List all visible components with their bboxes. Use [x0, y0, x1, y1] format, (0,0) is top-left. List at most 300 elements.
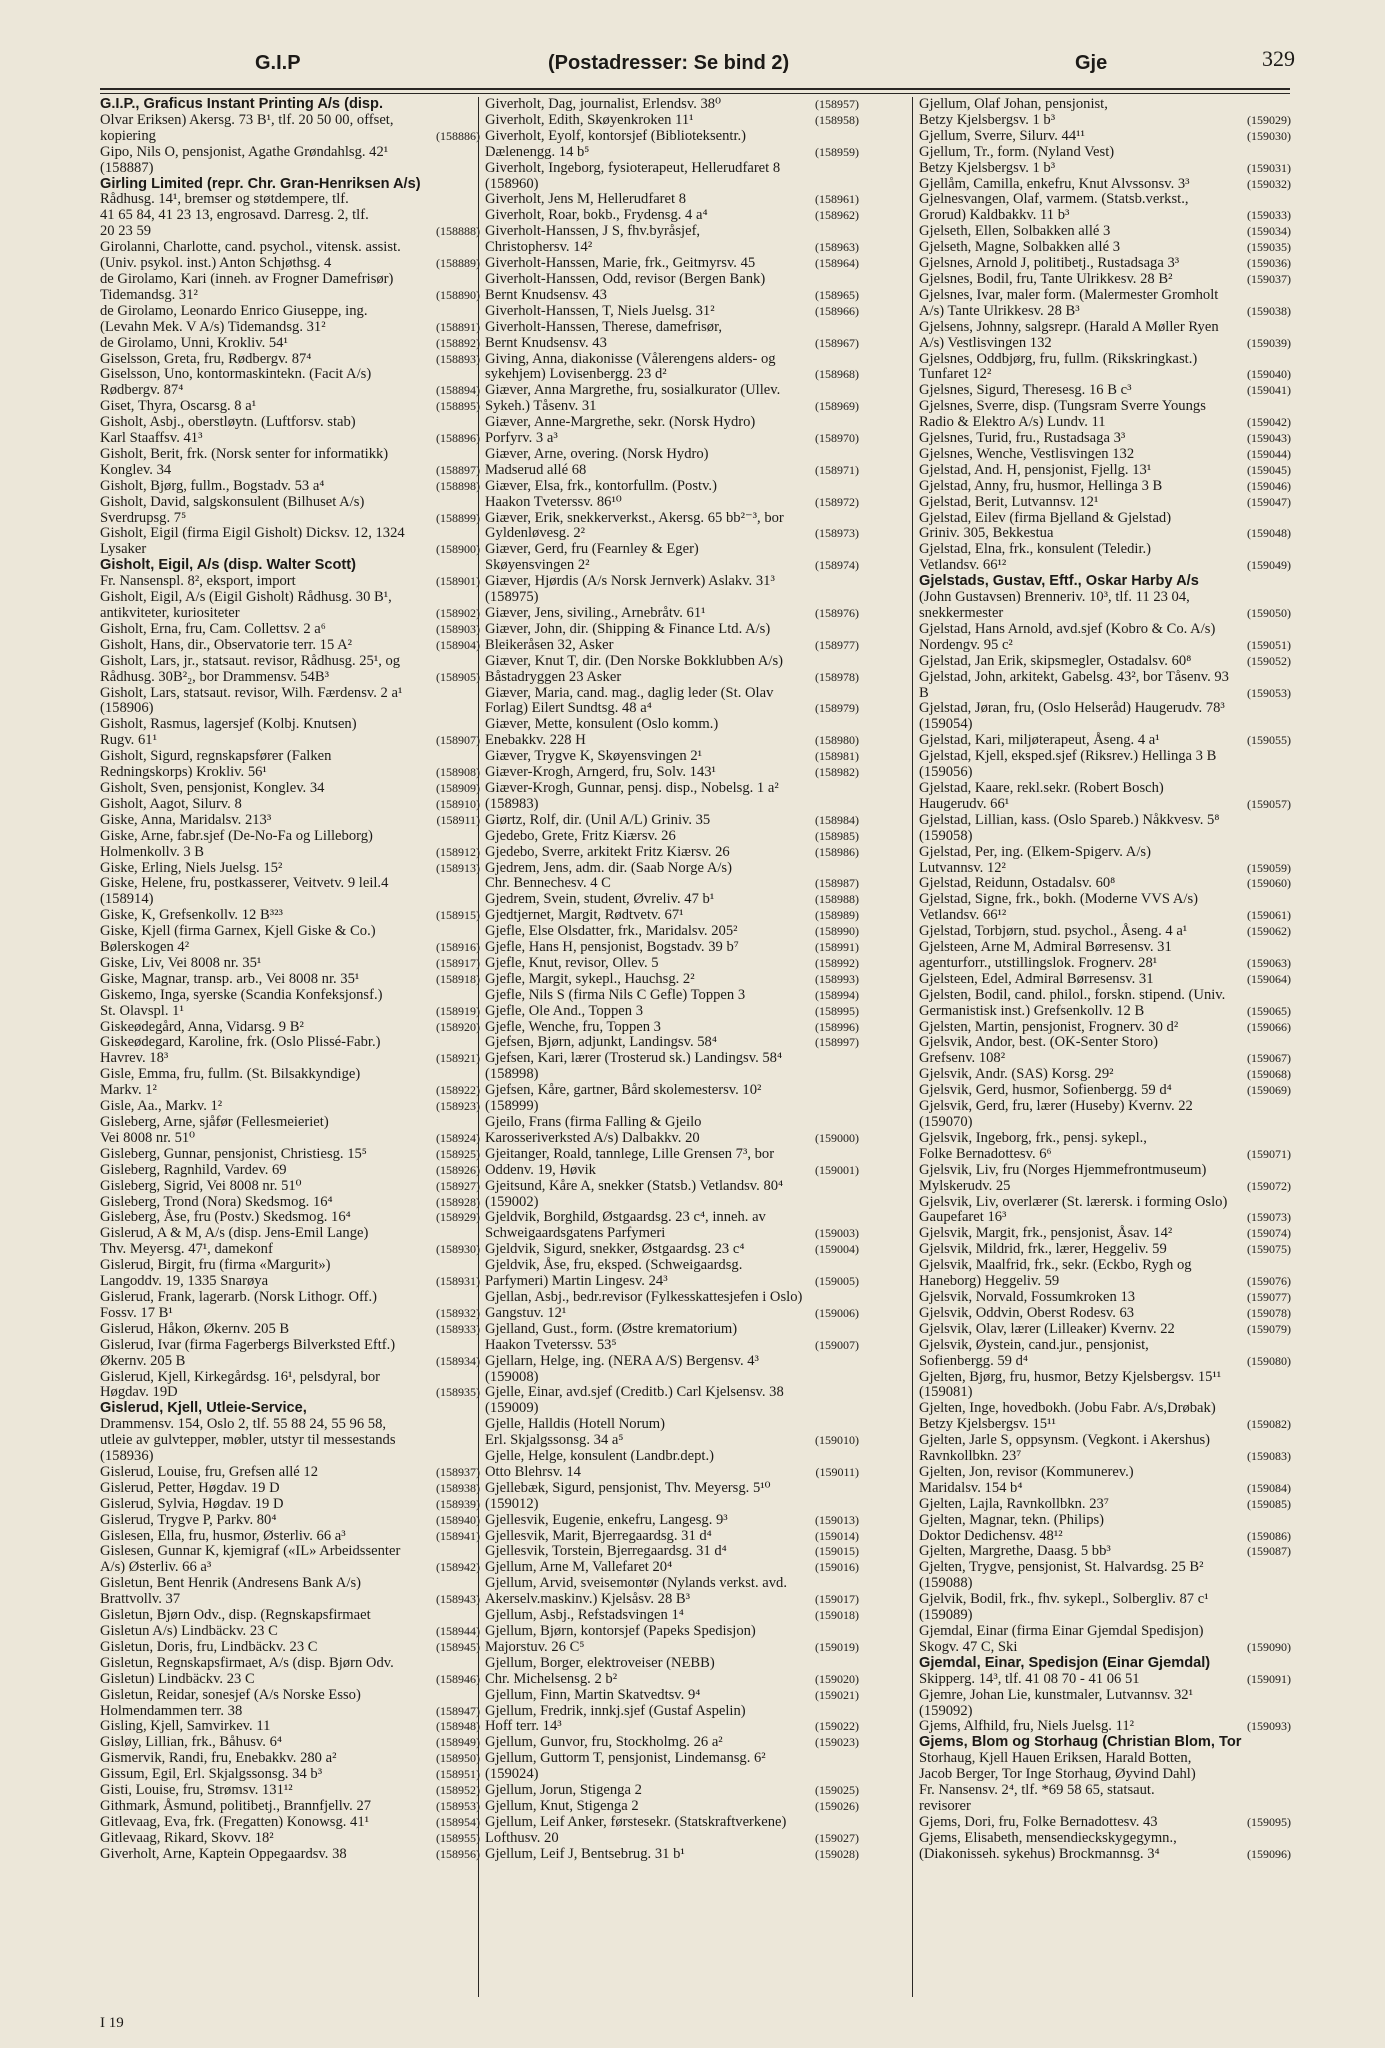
directory-line [100, 145, 480, 161]
entry-text: Gjemdal, Einar (firma Einar Gjemdal Spedisjon) [919, 1623, 1204, 1639]
entry-text: Betzy Kjelsbergsv. 15¹¹ [919, 1416, 1056, 1433]
directory-line [100, 1799, 480, 1815]
directory-line [919, 399, 1291, 415]
entry-text: Haakon Tveterssv. 86¹⁰ [485, 493, 622, 510]
entry-text: Gisletun, Regnskapsfirmaet, A/s (disp. Bjørn Odv. [100, 1654, 394, 1671]
entry-text: Grorud) Kaldbakkv. 11 b³ [919, 207, 1070, 224]
directory-line [919, 1115, 1291, 1131]
entry-text: Mylskerudv. 25 [919, 1177, 1011, 1194]
entry-number: (158980) [815, 733, 859, 748]
entry-text: Gjellum, Leif J, Bentsebrug. 31 b¹ [485, 1845, 685, 1862]
directory-line [485, 924, 859, 940]
entry-text: Giske, Arne, fabr.sjef (De-No-Fa og Lilleborg) [100, 827, 373, 844]
entry-text: Gjelten, Trygve, pensjonist, St. Halvardsg. 25 B² [919, 1559, 1204, 1576]
directory-line [100, 1179, 480, 1195]
entry-text: Gjelstad, Kaare, rekl.sekr. (Robert Bosch) [919, 779, 1164, 796]
directory-line [100, 526, 480, 542]
directory-line [919, 1258, 1291, 1274]
entry-text: Gjelsnes, Bodil, fru, Tante Ulrikkesv. 28 B² [919, 270, 1173, 287]
entry-text: Chr. Bennechesv. 4 C [485, 875, 611, 892]
entry-text: Erl. Skjalgssonsg. 34 a⁵ [485, 1432, 624, 1449]
directory-line [100, 924, 480, 940]
entry-number: (159074) [1247, 1226, 1291, 1241]
entry-text: Gisleberg, Sigrid, Vei 8008 nr. 51⁰ [100, 1177, 302, 1194]
entry-text: Giske, Erling, Niels Juelsg. 15² [100, 859, 283, 876]
entry-text: Grefsenv. 108² [919, 1050, 1006, 1067]
entry-text: G.I.P., Graficus Instant Printing A/s (disp. [100, 97, 384, 112]
directory-line [485, 1020, 859, 1036]
entry-text: Giæver, Arne, overing. (Norsk Hydro) [485, 445, 709, 462]
directory-line [100, 352, 480, 368]
entry-text: Rådhusg. 14¹, bremser og støtdempere, tlf. [100, 191, 349, 208]
entry-text: Gisholt, Rasmus, lagersjef (Kolbj. Knutsen) [100, 716, 357, 733]
directory-line [485, 940, 859, 956]
directory-line [485, 845, 859, 861]
entry-number: (158968) [815, 367, 859, 382]
entry-text: Gjedebo, Sverre, arkitekt Fritz Kiærsv. 26 [485, 843, 730, 860]
directory-line [485, 670, 859, 686]
entry-number: (159011) [815, 1464, 859, 1479]
entry-number: (159018) [815, 1608, 859, 1623]
entry-text: agenturforr., utstillingslok. Frognerv. 28¹ [919, 954, 1158, 971]
directory-line [100, 177, 480, 193]
directory-line [100, 1020, 480, 1036]
entry-number: (159050) [1247, 606, 1291, 620]
entry-number: (158891) [436, 319, 480, 334]
entry-number: (158939) [436, 1496, 480, 1511]
entry-text: Gjeldvik, Åse, fru, eksped. (Schweigaardsg. [485, 1257, 743, 1274]
entry-number: (158916) [436, 940, 480, 955]
entry-number: (158972) [815, 494, 859, 509]
directory-line [485, 1210, 859, 1226]
entry-text: Sofienbergg. 59 d⁴ [919, 1352, 1028, 1369]
entry-text: (159081) [919, 1384, 973, 1401]
entry-text: Giæver, Jens, siviling., Arnebråtv. 61¹ [485, 605, 706, 621]
entry-number: (159091) [1247, 1671, 1291, 1686]
entry-text: Giæver-Krogh, Arngerd, fru, Solv. 143¹ [485, 764, 716, 781]
directory-line [919, 1449, 1291, 1465]
entry-text: Gjellåm, Camilla, enkefru, Knut Alvssonsv. 3³ [919, 175, 1190, 192]
entry-text: Gjellum, Bjørn, kontorsjef (Papeks Spedisjon) [485, 1623, 756, 1639]
directory-line [919, 415, 1291, 431]
directory-line [485, 240, 859, 256]
directory-line [919, 1099, 1291, 1115]
directory-line [919, 1004, 1291, 1020]
entry-text: Radio & Elektro A/s) Lundv. 11 [919, 414, 1106, 431]
directory-line [919, 177, 1291, 193]
entry-number: (158926) [436, 1162, 480, 1177]
directory-line [100, 701, 480, 717]
entry-number: (158961) [815, 192, 859, 207]
entry-number: (159064) [1247, 971, 1291, 986]
directory-line [919, 876, 1291, 892]
entry-number: (159093) [1247, 1719, 1291, 1734]
entry-text: sykehjem) Lovisenbergg. 23 d² [485, 366, 667, 383]
directory-line [919, 320, 1291, 336]
directory-line [485, 479, 859, 495]
entry-text: Giselsson, Greta, fru, Rødbergv. 87⁴ [100, 350, 312, 367]
entry-text: B [919, 684, 929, 701]
directory-line [485, 399, 859, 415]
entry-number: (158978) [815, 669, 859, 684]
entry-number: (158959) [815, 144, 859, 159]
entry-number: (158982) [815, 765, 859, 780]
entry-number: (159043) [1247, 431, 1291, 446]
directory-line [485, 1576, 859, 1592]
directory-line [919, 1640, 1291, 1656]
entry-text: Ravnkollbkn. 23⁷ [919, 1448, 1022, 1465]
entry-text: Gjedebo, Grete, Fritz Kiærsv. 26 [485, 827, 676, 844]
entry-text: kopiering [100, 127, 156, 144]
entry-text: Giverholt-Hanssen, T, Niels Juelsg. 31² [485, 302, 715, 319]
entry-number: (158962) [815, 208, 859, 223]
entry-text: Giæver, Maria, cand. mag., daglig leder (St. Olav [485, 684, 774, 701]
entry-text: (159058) [919, 827, 973, 844]
entry-text: Gislerud, Håkon, Økernv. 205 B [100, 1320, 290, 1337]
directory-line [485, 1067, 859, 1083]
entry-number: (158948) [436, 1719, 480, 1734]
entry-number: (158944) [436, 1624, 480, 1638]
directory-line [100, 447, 480, 463]
entry-number: (159095) [1247, 1814, 1291, 1829]
entry-text: Giæver, Anna Margrethe, fru, sosialkurator (Ullev. [485, 382, 781, 399]
directory-line [919, 574, 1291, 590]
entry-text: Giverholt, Roar, bokb., Frydensg. 4 a⁴ [485, 207, 708, 224]
directory-line [919, 1306, 1291, 1322]
entry-number: (159055) [1247, 733, 1291, 748]
entry-number: (158969) [815, 399, 859, 414]
entry-text: Gisholt, Eigil, A/s (disp. Walter Scott) [100, 557, 356, 574]
directory-line [485, 1099, 859, 1115]
entry-number: (158952) [436, 1783, 480, 1798]
entry-text: Gisholt, Hans, dir., Observatorie terr. 15 A² [100, 636, 353, 653]
entry-text: Gisholt, Lars, jr., statsaut. revisor, Rådhusg. 25¹, og [100, 652, 401, 669]
directory-line [100, 1226, 480, 1242]
directory-line [485, 813, 859, 829]
directory-line [100, 1051, 480, 1067]
entry-text: Olvar Eriksen) Akersg. 73 B¹, tlf. 20 50 00, offset, [100, 111, 394, 128]
entry-number: (158899) [436, 510, 480, 525]
entry-text: Gjelten, Jarle S, oppsynsm. (Vegkont. i Akershus) [919, 1432, 1211, 1449]
entry-number: (158895) [436, 399, 480, 414]
entry-number: (159071) [1247, 1146, 1291, 1161]
directory-line [919, 1831, 1291, 1847]
directory-line [100, 208, 480, 224]
directory-line [100, 367, 480, 383]
directory-line [100, 161, 480, 177]
entry-number: (159049) [1247, 558, 1291, 573]
entry-text: Giske, Kjell (firma Garnex, Kjell Giske & Co.) [100, 923, 376, 940]
directory-line [100, 1847, 480, 1863]
entry-number: (159053) [1247, 685, 1291, 700]
directory-line [485, 542, 859, 558]
directory-line [919, 1433, 1291, 1449]
entry-text: Girling Limited (repr. Chr. Gran-Henriksen A/s) [100, 175, 421, 192]
entry-text: Gjellan, Asbj., bedr.revisor (Fylkesskattesjefen i Oslo) [485, 1288, 803, 1305]
directory-line [100, 972, 480, 988]
entry-number: (158954) [436, 1814, 480, 1829]
directory-line [919, 670, 1291, 686]
entry-number: (158993) [815, 971, 859, 986]
entry-number: (158931) [436, 1274, 480, 1289]
entry-text: Gjellum, Tr., form. (Nyland Vest) [919, 143, 1115, 160]
directory-line [485, 161, 859, 177]
directory-line [485, 1226, 859, 1242]
directory-line [485, 1354, 859, 1370]
directory-line [100, 224, 480, 240]
entry-text: Gisholt, Lars, statsaut. revisor, Wilh. Færdensv. 2 a¹ [100, 684, 403, 701]
entry-text: Griniv. 305, Bekkestua [919, 525, 1054, 542]
entry-text: Karl Staaffsv. 41³ [100, 430, 203, 447]
entry-text: antikviteter, kuriositeter [100, 605, 240, 621]
directory-line [919, 1751, 1291, 1767]
entry-text: Storhaug, Kjell Hauen Eriksen, Harald Botten, [919, 1750, 1192, 1767]
entry-text: Gisle, Aa., Markv. 1² [100, 1098, 223, 1115]
entry-text: Gjellarn, Helge, ing. (NERA A/S) Bergensv. 4³ [485, 1352, 759, 1369]
entry-number: (158956) [436, 1846, 480, 1861]
directory-line [100, 304, 480, 320]
entry-text: Gjellum, Knut, Stigenga 2 [485, 1797, 639, 1814]
entry-text: Gjefle, Knut, revisor, Ollev. 5 [485, 954, 659, 971]
directory-line [100, 1147, 480, 1163]
entry-text: Gjelsnes, Ivar, maler form. (Malermester Gromholt [919, 286, 1219, 303]
entry-text: Markv. 1² [100, 1082, 157, 1099]
entry-number: (158897) [436, 462, 480, 477]
directory-line [100, 1529, 480, 1545]
entry-text: Enebakkv. 228 H [485, 732, 586, 749]
entry-text: Gjellum, Guttorm T, pensjonist, Lindemansg. 6² [485, 1750, 766, 1767]
entry-text: Gjellum, Gunvor, fru, Stockholmg. 26 a² [485, 1734, 723, 1751]
directory-line [485, 701, 859, 717]
entry-text: Fossv. 17 B¹ [100, 1304, 173, 1321]
entry-text: Girolanni, Charlotte, cand. psychol., vitensk. assist. [100, 239, 401, 256]
directory-line [919, 1497, 1291, 1513]
entry-text: Gisletun, Bent Henrik (Andresens Bank A/s) [100, 1575, 362, 1592]
directory-line [919, 1576, 1291, 1592]
header-rule-thin [100, 93, 1290, 94]
directory-line [485, 765, 859, 781]
directory-line [919, 1544, 1291, 1560]
entry-text: Akerselv.maskinv.) Kjelsåsv. 28 B³ [485, 1591, 691, 1608]
entry-text: Giving, Anna, diakonisse (Vålerengens alders- og [485, 350, 776, 367]
entry-number: (159069) [1247, 1083, 1291, 1098]
entry-number: (159014) [815, 1528, 859, 1543]
entry-text: (159089) [919, 1607, 973, 1624]
directory-line [485, 1242, 859, 1258]
directory-line [485, 256, 859, 272]
directory-line [100, 717, 480, 733]
entry-text: 20 23 59 [100, 223, 152, 240]
directory-line [100, 654, 480, 670]
directory-line [919, 1035, 1291, 1051]
directory-line [100, 1067, 480, 1083]
directory-line [919, 192, 1291, 208]
directory-line [100, 558, 480, 574]
directory-line [100, 1433, 480, 1449]
entry-number: (158892) [436, 335, 480, 350]
directory-line [919, 1179, 1291, 1195]
entry-number: (158935) [436, 1385, 480, 1400]
entry-text: Brattvollv. 37 [100, 1591, 181, 1608]
entry-text: Gjelland, Gust., form. (Østre krematorium) [485, 1320, 738, 1337]
directory-line [485, 1131, 859, 1147]
directory-line [485, 908, 859, 924]
entry-text: Gjelsvik, Øystein, cand.jur., pensjonist, [919, 1336, 1149, 1353]
entry-text: Gjellum, Fredrik, innkj.sjef (Gustaf Aspelin) [485, 1702, 746, 1719]
entry-text: Gjelle, Einar, avd.sjef (Creditb.) Carl Kjelsensv. 38 [485, 1384, 784, 1401]
directory-line [485, 1338, 859, 1354]
directory-line [485, 1465, 859, 1481]
directory-line [919, 1083, 1291, 1099]
entry-number: (159015) [815, 1544, 859, 1559]
entry-text: Gjelsvik, Oddvin, Oberst Rodesv. 63 [919, 1304, 1135, 1321]
entry-number: (158904) [436, 637, 480, 652]
directory-line [100, 1624, 480, 1640]
directory-line [100, 781, 480, 797]
directory-line [485, 113, 859, 129]
entry-text: Skipperg. 14³, tlf. 41 08 70 - 41 06 51 [919, 1670, 1140, 1687]
directory-line [485, 97, 859, 113]
entry-number: (158888) [436, 224, 480, 239]
entry-text: Gjellesvik, Torstein, Bjerregaardsg. 31 d⁴ [485, 1543, 727, 1560]
directory-line [485, 558, 859, 574]
directory-line [919, 208, 1291, 224]
entry-text: Porfyrv. 3 a³ [485, 430, 558, 447]
directory-line [485, 495, 859, 511]
entry-number: (158964) [815, 256, 859, 271]
entry-text: (Diakonisseh. sykehus) Brockmannsg. 3⁴ [919, 1845, 1160, 1862]
directory-line [485, 1051, 859, 1067]
directory-line [919, 622, 1291, 638]
entry-text: Gjems, Elisabeth, mensendieckskygegymn., [919, 1829, 1177, 1846]
entry-number: (159000) [815, 1130, 859, 1145]
directory-line [919, 988, 1291, 1004]
directory-line [919, 861, 1291, 877]
entry-text: Chr. Michelsensg. 2 b² [485, 1670, 618, 1687]
entry-number: (158967) [815, 335, 859, 350]
directory-line [919, 1242, 1291, 1258]
entry-text: Giæver, John, dir. (Shipping & Finance Ltd. A/s) [485, 620, 771, 637]
entry-text: Giæver, Knut T, dir. (Den Norske Bokklubben A/s) [485, 652, 784, 669]
directory-line [100, 1544, 480, 1560]
entry-text: Gisletun, Bjørn Odv., disp. (Regnskapsfirmaet [100, 1607, 371, 1624]
directory-line [485, 224, 859, 240]
entry-text: Bernt Knudsensv. 43 [485, 286, 607, 303]
directory-line [485, 717, 859, 733]
entry-text: Tidemandsg. 31² [100, 286, 198, 303]
entry-text: Giske, K, Grefsenkollv. 12 B³²³ [100, 907, 283, 924]
directory-line [919, 367, 1291, 383]
directory-line [100, 542, 480, 558]
entry-text: utleie av gulvtepper, møbler, utstyr til messestands [100, 1432, 396, 1449]
entry-number: (159033) [1247, 208, 1291, 223]
entry-number: (159059) [1247, 860, 1291, 875]
directory-line [100, 1035, 480, 1051]
entry-text: Haneborg) Heggeliv. 59 [919, 1273, 1060, 1290]
entry-text: A/s) Vestlisvingen 132 [919, 334, 1052, 351]
directory-line [100, 1083, 480, 1099]
directory-line [100, 1242, 480, 1258]
entry-text: Hoff terr. 14³ [485, 1718, 562, 1735]
entry-text: Gjelstad, Jan Erik, skipsmegler, Ostadalsv. 60⁸ [919, 652, 1192, 669]
directory-line [100, 1767, 480, 1783]
directory-line [100, 415, 480, 431]
entry-number: (158950) [436, 1751, 480, 1766]
entry-number: (158909) [436, 780, 480, 795]
entry-number: (159048) [1247, 526, 1291, 541]
directory-line [919, 1481, 1291, 1497]
directory-line [100, 590, 480, 606]
entry-number: (158915) [436, 908, 480, 923]
entry-text: Gislerud, Sylvia, Høgdav. 19 D [100, 1495, 284, 1512]
entry-number: (159030) [1247, 128, 1291, 143]
directory-line [919, 1020, 1291, 1036]
directory-line [100, 1195, 480, 1211]
entry-number: (158977) [815, 637, 859, 652]
directory-line [100, 288, 480, 304]
entry-text: Christophersv. 14² [485, 239, 593, 256]
entry-number: (158997) [815, 1035, 859, 1050]
column-3 [912, 97, 1291, 1997]
directory-line [919, 1290, 1291, 1306]
entry-text: Gissum, Egil, Erl. Skjalgssonsg. 34 b³ [100, 1766, 323, 1783]
directory-line [100, 1322, 480, 1338]
entry-number: (158894) [436, 383, 480, 398]
entry-text: Githmark, Åsmund, politibetj., Brannfjellv. 27 [100, 1797, 372, 1814]
entry-number: (158941) [436, 1528, 480, 1543]
entry-text: Havrev. 18³ [100, 1050, 169, 1067]
directory-line [485, 1147, 859, 1163]
entry-number: (159060) [1247, 876, 1291, 891]
directory-line [485, 1704, 859, 1720]
entry-text: Gisholt, David, salgskonsulent (Bilhuset A/s) [100, 493, 365, 510]
entry-text: Gisholt, Bjørg, fullm., Bogstadv. 53 a⁴ [100, 477, 325, 494]
directory-line [485, 1560, 859, 1576]
directory-line [100, 908, 480, 924]
directory-line [919, 304, 1291, 320]
entry-text: Gjefle, Ole And., Toppen 3 [485, 1002, 643, 1019]
directory-line [919, 256, 1291, 272]
entry-number: (159001) [815, 1162, 859, 1177]
directory-line [919, 97, 1291, 113]
entry-text: Bernt Knudsensv. 43 [485, 334, 607, 351]
entry-text: Skogv. 47 C, Ski [919, 1638, 1018, 1655]
entry-text: Gjelstad, And. H, pensjonist, Fjellg. 13¹ [919, 461, 1152, 478]
directory-line [100, 1672, 480, 1688]
entry-number: (159041) [1247, 383, 1291, 398]
entry-number: (159025) [815, 1783, 859, 1798]
directory-line [919, 972, 1291, 988]
entry-text: Gjeldvik, Borghild, Østgaardsg. 23 c⁴, inneh. av [485, 1209, 766, 1226]
entry-text: A/s) Tante Ulrikkesv. 28 B³ [919, 302, 1080, 319]
directory-line [485, 1481, 859, 1497]
entry-text: Schweigaardsgatens Parfymeri [485, 1225, 666, 1242]
directory-line [100, 511, 480, 527]
directory-line [100, 479, 480, 495]
entry-text: Germanistisk inst.) Grefsenkollv. 12 B [919, 1002, 1145, 1019]
entry-text: Gislerud, Kjell, Kirkegårdsg. 16¹, pelsdyral, bor [100, 1368, 380, 1385]
entry-number: (158947) [436, 1703, 480, 1718]
directory-line [100, 829, 480, 845]
entry-text: Gislerud, A & M, A/s (disp. Jens-Emil Lange) [100, 1225, 369, 1242]
directory-line [919, 1354, 1291, 1370]
directory-line [100, 97, 480, 113]
directory-line [919, 638, 1291, 654]
entry-number: (158951) [436, 1767, 480, 1782]
entry-number: (158955) [436, 1830, 480, 1845]
entry-text: Fr. Nansenspl. 8², eksport, import [100, 573, 296, 590]
entry-number: (158898) [436, 478, 480, 493]
